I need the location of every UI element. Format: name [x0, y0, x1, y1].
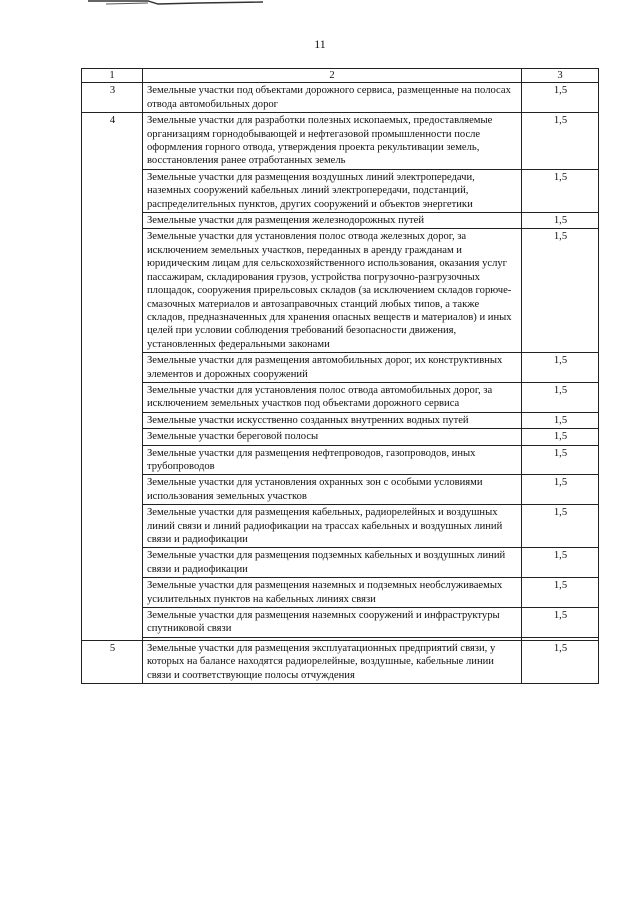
table-body [82, 83, 599, 684]
row-description: Земельные участки для разработки полезных ископаемых, предоставляемые организациям горнодобывающей и нефтегазовой промышленности после оформления горного отвода, утверждения проекта рекультивации земель, восстановления ранее отработанных земель [143, 113, 522, 170]
row-rate: 1,5 [522, 505, 599, 548]
table-row [82, 475, 599, 505]
table-row [82, 608, 599, 638]
row-rate: 1,5 [522, 429, 599, 445]
row-rate: 1,5 [522, 578, 599, 608]
row-rate: 1,5 [522, 475, 599, 505]
scan-artifact [88, 0, 263, 7]
row-description: Земельные участки для размещения наземных сооружений и инфраструктуры спутниковой связи [143, 608, 522, 638]
row-description: Земельные участки береговой полосы [143, 429, 522, 445]
row-description: Земельные участки для размещения воздушных линий электропередачи, наземных сооружений кабельных линий электропередачи, подстанций, распределительных пунктов, других сооружений и объектов энергетики [143, 169, 522, 212]
table-row [82, 578, 599, 608]
table-row [82, 382, 599, 412]
group-number: 5 [82, 640, 143, 683]
rates-table [81, 68, 599, 684]
table-row [82, 429, 599, 445]
row-rate: 1,5 [522, 640, 599, 683]
row-description: Земельные участки для размещения нефтепроводов, газопроводов, иных трубопроводов [143, 445, 522, 475]
row-rate: 1,5 [522, 412, 599, 428]
table-row [82, 113, 599, 170]
row-rate: 1,5 [522, 169, 599, 212]
row-description: Земельные участки для размещения кабельных, радиорелейных и воздушных линий связи и линий радиофикации на трассах кабельных и воздушных линий связи и радиофикации [143, 505, 522, 548]
row-rate: 1,5 [522, 608, 599, 638]
row-description: Земельные участки для размещения эксплуатационных предприятий связи, у которых на балансе находятся радиорелейные, воздушные, кабельные линии связи и соответствующие полосы отчуждения [143, 640, 522, 683]
group-number: 4 [82, 113, 143, 641]
page-number: 11 [314, 37, 326, 51]
row-description: Земельные участки для установления охранных зон с особыми условиями использования земельных участков [143, 475, 522, 505]
row-rate: 1,5 [522, 229, 599, 353]
table-row [82, 412, 599, 428]
row-rate: 1,5 [522, 382, 599, 412]
table-row [82, 213, 599, 229]
table-row [82, 229, 599, 353]
row-rate: 1,5 [522, 83, 599, 113]
row-description: Земельные участки искусственно созданных внутренних водных путей [143, 412, 522, 428]
row-rate: 1,5 [522, 445, 599, 475]
row-description: Земельные участки для установления полос отвода железных дорог, за исключением земельных участков, переданных в аренду гражданам и юридическим лицам для сельскохозяйственного использования, оказания услуг пассажирам, складирования грузов, устройства погрузочно-разгрузочных площадок, сооружения прирельсовых складов (за исключением складов горюче-смазочных материалов и автозаправочных станций любых типов, а также складов, предназначенных для хранения опасных веществ и материалов) и иных целей при условии соблюдения требований безопасности движения, установленных федеральными законами [143, 229, 522, 353]
row-description: Земельные участки под объектами дорожного сервиса, размещенные на полосах отвода автомобильных дорог [143, 83, 522, 113]
row-rate: 1,5 [522, 353, 599, 383]
row-rate: 1,5 [522, 113, 599, 170]
header-cell-3: 3 [522, 69, 599, 83]
table-row [82, 548, 599, 578]
row-rate: 1,5 [522, 213, 599, 229]
header-cell-2: 2 [143, 69, 522, 83]
table-row [82, 353, 599, 383]
table-header-row [82, 69, 599, 83]
group-number: 3 [82, 83, 143, 113]
row-description: Земельные участки для установления полос отвода автомобильных дорог, за исключением земельных участков под объектами дорожного сервиса [143, 382, 522, 412]
row-description: Земельные участки для размещения автомобильных дорог, их конструктивных элементов и дорожных сооружений [143, 353, 522, 383]
table-row [82, 505, 599, 548]
row-description: Земельные участки для размещения железнодорожных путей [143, 213, 522, 229]
table-row [82, 83, 599, 113]
table-row [82, 445, 599, 475]
row-description: Земельные участки для размещения наземных и подземных необслуживаемых усилительных пунктов на кабельных линиях связи [143, 578, 522, 608]
row-rate: 1,5 [522, 548, 599, 578]
header-cell-1: 1 [82, 69, 143, 83]
table-row [82, 640, 599, 683]
row-description: Земельные участки для размещения подземных кабельных и воздушных линий связи и радиофикации [143, 548, 522, 578]
table-row [82, 169, 599, 212]
